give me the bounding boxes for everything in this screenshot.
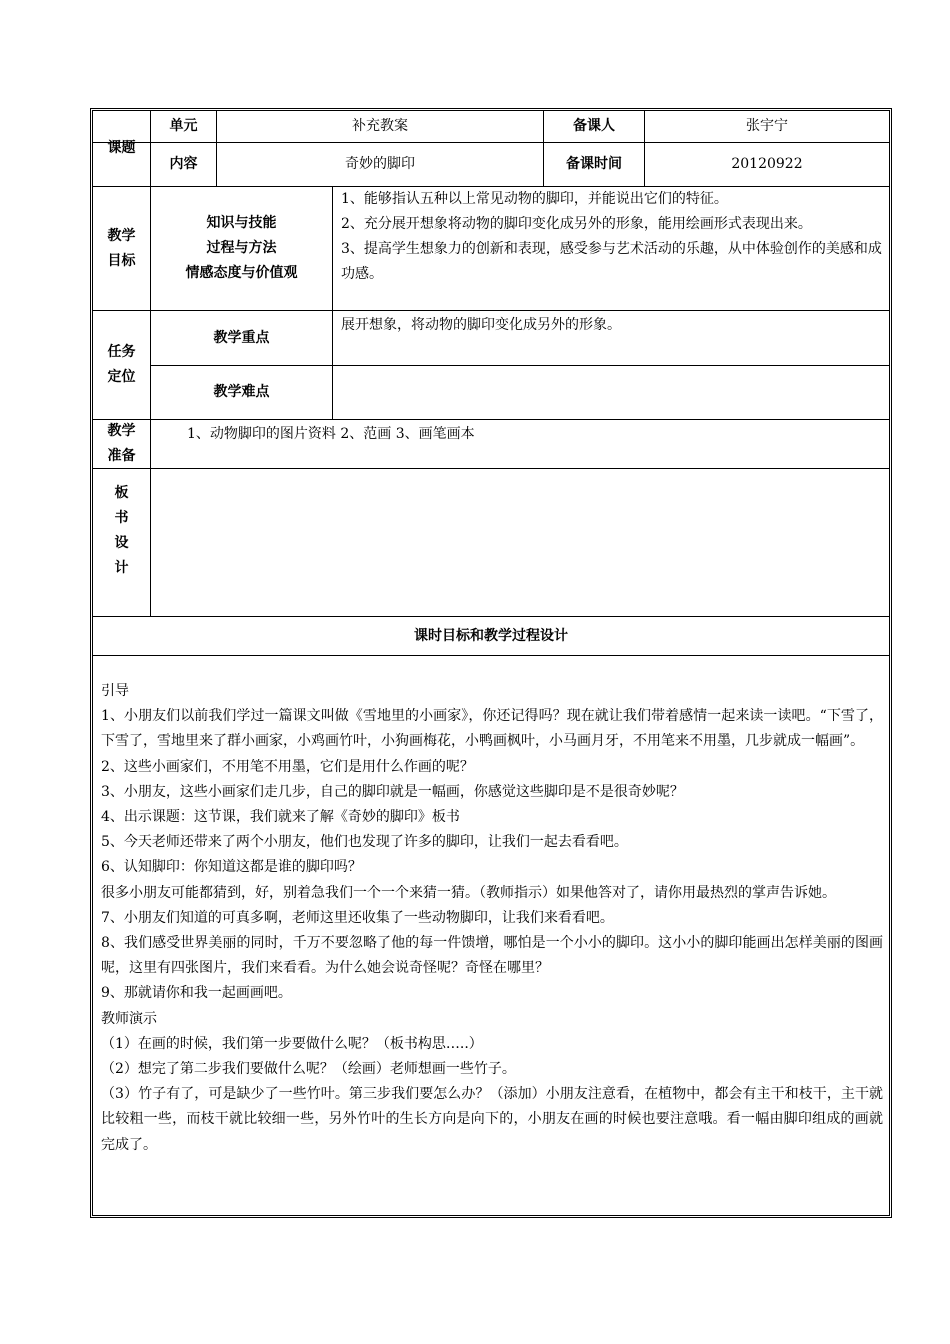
- goals-label: [93, 187, 150, 310]
- content-label: 内容: [169, 156, 198, 172]
- goals-list: [333, 187, 889, 310]
- process-paragraph: 6、认知脚印：你知道这都是谁的脚印吗？: [101, 859, 362, 876]
- process-paragraph: 很多小朋友可能都猜到，好，别着急我们一个一个来猜一猜。（教师指示）如果他答对了，请你用最热烈的掌声告诉她。: [101, 884, 836, 901]
- goals-label-line1: 教学: [107, 227, 136, 244]
- process-paragraph: 7、小朋友们知道的可真多啊，老师这里还收集了一些动物脚印，让我们来看看吧。: [101, 909, 614, 926]
- board-char: 书: [114, 510, 129, 526]
- task-label-line2: 定位: [107, 369, 136, 385]
- process-paragraph: 引导: [101, 683, 129, 699]
- section-title: 课时目标和教学过程设计: [414, 627, 568, 644]
- task-label-line1: 任务: [107, 344, 136, 360]
- content-value: 奇妙的脚印: [345, 156, 415, 172]
- goal-item: 3、提高学生想象力的创新和表现，感受参与艺术活动的乐趣，从中体验创作的美感和成功感。: [341, 241, 882, 282]
- prep-label-line1: 教学: [107, 423, 136, 439]
- board-char: 板: [114, 485, 129, 501]
- process-paragraph: 4、出示课题：这节课，我们就来了解《奇妙的脚印》板书: [101, 809, 460, 826]
- process-paragraph: 9、那就请你和我一起画画吧。: [101, 985, 292, 1002]
- task-label: [93, 311, 150, 419]
- topic-label: 课题: [107, 140, 136, 156]
- key-point-value: 展开想象，将动物的脚印变化成另外的形象。: [341, 317, 621, 333]
- difficulty-label: 教学难点: [213, 384, 270, 400]
- process-body: [93, 679, 889, 1199]
- unit-label: 单元: [169, 118, 198, 134]
- prep-time-value: 20120922: [731, 156, 803, 172]
- dimension-process: 过程与方法: [206, 240, 277, 256]
- prep-value: 1、动物脚印的图片资料 2、范画 3、画笔画本: [187, 426, 475, 442]
- dimension-attitude: 情感态度与价值观: [185, 265, 298, 281]
- process-paragraph: 5、今天老师还带来了两个小朋友，他们也发现了许多的脚印，让我们一起去看看吧。: [101, 834, 628, 851]
- goals-dimensions: [151, 187, 332, 310]
- prep-label-line2: 准备: [107, 448, 136, 464]
- key-point-label: 教学重点: [213, 329, 270, 346]
- process-paragraph: （1）在画的时候，我们第一步要做什么呢？（板书构思…..）: [101, 1035, 483, 1052]
- process-paragraph: （3）竹子有了，可是缺少了一些竹叶。第三步我们要怎么办？（添加）小朋友注意看，在植物中，都会有主干和枝干，主干就比较粗一些，而枝干就比较细一些，另外竹叶的生长方向是向下的，小朋友在画的时候也要注意哦。看一幅由脚印组成的画就完成了。: [101, 1086, 883, 1153]
- process-paragraph: 1、小朋友们以前我们学过一篇课文叫做《雪地里的小画家》，你还记得吗？现在就让我们带着感情一起来读一读吧。“下雪了，下雪了，雪地里来了群小画家，小鸡画竹叶，小狗画梅花，小鸭画枫叶，小马画月牙，不用笔来不用墨，几步就成一幅画”。: [101, 708, 883, 750]
- prep-label: [93, 420, 150, 468]
- goal-item: 1、能够指认五种以上常见动物的脚印，并能说出它们的特征。: [341, 191, 728, 207]
- board-content: [151, 469, 889, 616]
- process-paragraph: 8、我们感受世界美丽的同时，千万不要忽略了他的每一件馈增，哪怕是一个小小的脚印。这小小的脚印能画出怎样美丽的图画呢，这里有四张图片，我们来看看。为什么她会说奇怪呢？奇怪在哪里？: [101, 935, 883, 977]
- board-char: 设: [114, 535, 129, 551]
- prep-time-label: 备课时间: [566, 156, 622, 172]
- divider: [93, 655, 889, 656]
- dimension-knowledge: 知识与技能: [206, 215, 277, 231]
- preparer-label: 备课人: [573, 118, 615, 134]
- process-paragraph: 3、小朋友，这些小画家们走几步，自己的脚印就是一幅画，你感觉这些脚印是不是很奇妙呢？: [101, 783, 684, 800]
- difficulty-value: [333, 366, 889, 419]
- unit-value: 补充教案: [352, 118, 408, 134]
- board-char: 计: [114, 560, 129, 576]
- process-paragraph: （2）想完了第二步我们要做什么呢？（绘画）老师想画一些竹子。: [101, 1061, 516, 1078]
- goal-item: 2、充分展开想象将动物的脚印变化成另外的形象，能用绘画形式表现出来。: [341, 216, 812, 232]
- process-paragraph: 2、这些小画家们，不用笔不用墨，它们是用什么作画的呢？: [101, 758, 474, 775]
- process-paragraph: 教师演示: [101, 1010, 157, 1027]
- goals-label-line2: 目标: [107, 252, 136, 269]
- board-label: [93, 469, 150, 616]
- lesson-plan-table: [90, 108, 892, 1218]
- preparer-value: 张宇宁: [746, 118, 788, 134]
